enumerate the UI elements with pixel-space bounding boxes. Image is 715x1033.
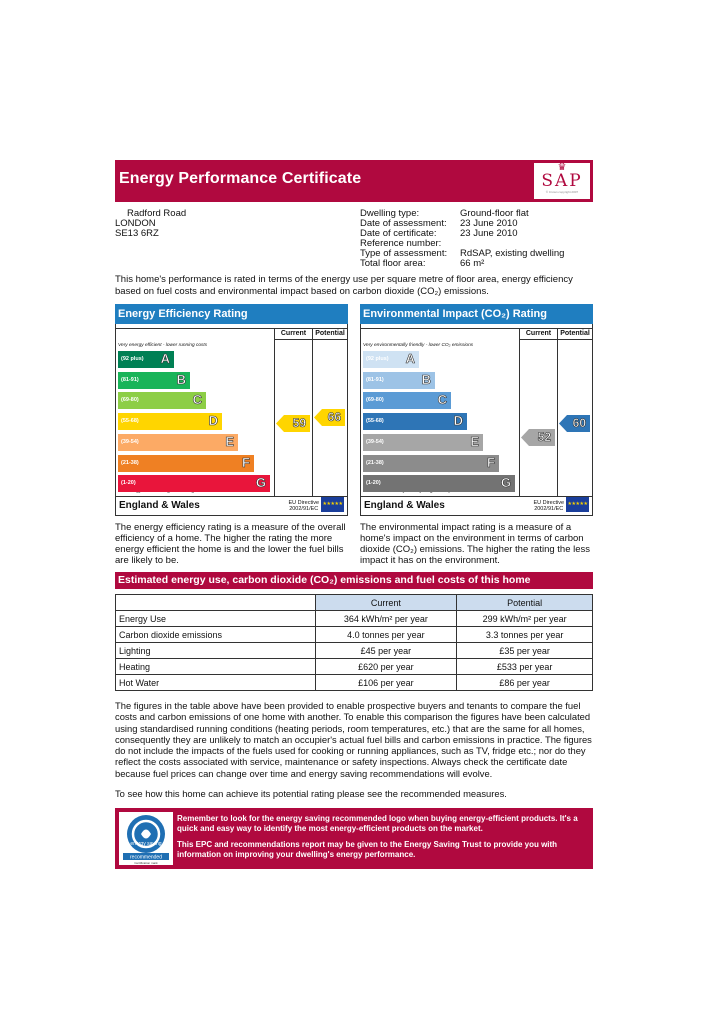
crown-icon: ♛: [557, 162, 567, 173]
environmental-impact-column-divider: [557, 328, 558, 496]
row-label: Hot Water: [116, 675, 316, 691]
figures-explanation: The figures in the table above have been provided to enable prospective buyers and tenants to compare the fuel costs and carbon emissions of one home with another. To enable this comparison the figures have been calculated using standardised running conditions (heating periods, room temperatures, etc.) that are the same for all homes, consequently they are unlikely to match an occupier's actual fuel bills and carbon emissions in practice. The figures do not include the impacts of the fuels used for cooking or running appliances, such as TV, fridge etc.; nor do they reflect the costs associated with service, maintenance or safety inspections. Always check the certificate date because fuel prices can change over time and energy saving recommendations will evolve.: [115, 700, 592, 779]
band-letter: E: [470, 433, 479, 449]
rating-explanations: [115, 522, 593, 564]
row-potential: £533 per year: [457, 659, 593, 675]
table-header-current: Current: [315, 595, 457, 611]
band-range: (92 plus): [121, 356, 144, 362]
table-row: [116, 675, 593, 691]
energy-efficiency-band-g: [118, 475, 270, 492]
energy-efficiency-header-divider: [116, 328, 347, 329]
table-header-row: [116, 595, 593, 611]
detail-value: 23 June 2010: [460, 228, 518, 239]
rating-value: 52: [537, 430, 551, 445]
band-letter: B: [176, 371, 186, 387]
energy-efficiency-top-note: Very energy efficient - lower running costs: [118, 343, 208, 348]
energy-efficiency-panel: [115, 304, 348, 516]
address-line-1: Radford Road: [127, 208, 187, 219]
row-potential: £86 per year: [457, 675, 593, 691]
row-label: Energy Use: [116, 611, 316, 627]
band-range: (69-80): [121, 397, 139, 404]
band-letter: E: [225, 433, 234, 449]
band-range: (55-68): [121, 418, 139, 425]
energy-efficiency-grid: [115, 324, 348, 516]
environmental-impact-band-a: [363, 351, 419, 368]
energy-efficiency-title: Energy Efficiency Rating: [115, 304, 348, 324]
detail-row: [360, 259, 564, 269]
band-range: (92 plus): [366, 356, 389, 362]
energy-saving-promo: [115, 808, 593, 869]
band-range: (81-91): [121, 376, 139, 383]
row-potential: 299 kWh/m² per year: [457, 611, 593, 627]
row-label: Lighting: [116, 643, 316, 659]
environmental-impact-region: England & Wales: [364, 500, 445, 511]
environmental-impact-band-b: [363, 372, 435, 389]
estimate-table: [115, 594, 593, 691]
table-row: [116, 627, 593, 643]
logo-text-recommended: recommended: [130, 854, 162, 861]
property-details: [360, 209, 564, 269]
environmental-impact-potential-arrow: [559, 415, 590, 432]
environmental-impact-footer-divider: [361, 496, 592, 497]
environmental-impact-band-d: [363, 413, 467, 430]
detail-value: 66 m²: [460, 258, 485, 269]
detail-label: Total floor area:: [360, 258, 426, 269]
environmental-impact-header-divider: [361, 328, 592, 329]
energy-efficiency-band-f: [118, 455, 254, 472]
detail-label: Date of certificate:: [360, 228, 437, 239]
sap-logo: [534, 163, 590, 199]
band-letter: B: [421, 371, 431, 387]
promo-text-1: Remember to look for the energy saving recommended logo when buying energy-efficient products. It's a quick and easy way to identify the most energy-efficient products on the market.: [177, 814, 578, 834]
logo-text-energy: energy saving: [130, 841, 162, 848]
environmental-impact-potential-header: Potential: [557, 328, 592, 340]
band-letter: C: [192, 392, 202, 408]
band-range: (69-80): [366, 397, 384, 404]
row-current: £106 per year: [315, 675, 457, 691]
detail-label: Dwelling type:: [360, 208, 420, 219]
energy-efficiency-eu-directive: EU Directive 2002/91/EC: [288, 500, 319, 512]
sap-logo-copyright: © Crown copyright 2007: [545, 190, 579, 194]
promo-text-2: This EPC and recommendations report may be given to the Energy Saving Trust to provide you with information on improving your dwelling's energy performance.: [177, 840, 558, 860]
row-current: £45 per year: [315, 643, 457, 659]
table-header-blank: [116, 595, 316, 611]
energy-efficiency-band-a: [118, 351, 174, 368]
logo-text-certification: Certification mark: [134, 861, 158, 866]
row-current: 364 kWh/m² per year: [315, 611, 457, 627]
energy-efficiency-potential-header: Potential: [312, 328, 347, 340]
energy-efficiency-potential-arrow: [314, 409, 345, 426]
band-letter: D: [208, 413, 218, 429]
band-range: (1-20): [366, 480, 381, 487]
environmental-impact-title: Environmental Impact (CO₂) Rating: [360, 304, 593, 324]
energy-efficiency-band-e: [118, 434, 238, 451]
environmental-impact-band-g: [363, 475, 515, 492]
table-row: [116, 643, 593, 659]
detail-value: Ground-floor flat: [460, 208, 529, 219]
detail-label: Reference number:: [360, 238, 442, 249]
epc-page: [115, 160, 593, 869]
band-letter: F: [487, 454, 495, 470]
environmental-impact-top-note: Very environmentally friendly - lower CO₂ emissions: [363, 343, 474, 348]
property-address: [115, 209, 186, 239]
environmental-impact-eu-directive: EU Directive 2002/91/EC: [533, 500, 564, 512]
rating-value: 66: [327, 409, 341, 424]
environmental-impact-explanation: The environmental impact rating is a measure of a home's impact on the environment in terms of carbon dioxide (CO₂) emissions. The higher the rating the less impact it has on the environment.: [360, 522, 591, 566]
table-row: [116, 659, 593, 675]
environmental-impact-current-header: Current: [519, 328, 557, 340]
rating-value: 59: [292, 416, 306, 431]
row-label: Carbon dioxide emissions: [116, 627, 316, 643]
band-range: (55-68): [366, 418, 384, 425]
row-current: 4.0 tonnes per year: [315, 627, 457, 643]
rating-value: 60: [572, 415, 586, 430]
band-letter: G: [255, 475, 266, 491]
recommended-measures-note: To see how this home can achieve its potential rating please see the recommended measures.: [115, 788, 507, 800]
environmental-impact-band-e: [363, 434, 483, 451]
energy-efficiency-current-header: Current: [274, 328, 312, 340]
row-label: Heating: [116, 659, 316, 675]
environmental-impact-grid: [360, 324, 593, 516]
address-line-2: LONDON: [115, 218, 156, 229]
detail-label: Date of assessment:: [360, 218, 447, 229]
band-range: (81-91): [366, 376, 384, 383]
certificate-header: [115, 160, 593, 202]
energy-efficiency-band-c: [118, 392, 206, 409]
detail-label: Type of assessment:: [360, 248, 448, 259]
address-line-3: SE13 6RZ: [115, 228, 159, 239]
certificate-title: Energy Performance Certificate: [119, 170, 362, 187]
band-letter: F: [242, 454, 250, 470]
band-letter: D: [453, 413, 463, 429]
environmental-impact-column-divider: [519, 328, 520, 496]
band-letter: A: [160, 351, 170, 366]
table-row: [116, 611, 593, 627]
environmental-impact-band-c: [363, 392, 451, 409]
energy-efficiency-column-divider: [274, 328, 275, 496]
intro-text: This home's performance is rated in terms of the energy use per square metre of floor area, energy efficiency based on fuel costs and environmental impact based on carbon dioxide (CO₂) emissions.: [115, 274, 573, 297]
energy-efficiency-band-b: [118, 372, 190, 389]
environmental-impact-panel: [360, 304, 593, 516]
band-letter: G: [500, 475, 511, 491]
band-letter: A: [405, 351, 415, 366]
rating-panels: [115, 304, 593, 516]
row-potential: 3.3 tonnes per year: [457, 627, 593, 643]
sap-logo-text: SAP: [541, 171, 583, 191]
eu-flag-icon: ★★★★★: [566, 497, 589, 512]
row-current: £620 per year: [315, 659, 457, 675]
band-range: (39-54): [366, 438, 384, 445]
energy-efficiency-band-d: [118, 413, 222, 430]
band-range: (1-20): [121, 480, 136, 487]
energy-efficiency-region: England & Wales: [119, 500, 200, 511]
estimate-title: Estimated energy use, carbon dioxide (CO₂) emissions and fuel costs of this home: [115, 572, 593, 589]
band-range: (39-54): [121, 438, 139, 445]
band-range: (21-38): [366, 459, 384, 466]
table-header-potential: Potential: [457, 595, 593, 611]
detail-value: 23 June 2010: [460, 218, 518, 229]
energy-efficiency-footer-divider: [116, 496, 347, 497]
band-range: (21-38): [121, 459, 139, 466]
property-info: [115, 206, 593, 272]
energy-efficiency-current-arrow: [276, 415, 310, 432]
energy-efficiency-column-divider: [312, 328, 313, 496]
band-letter: C: [437, 392, 447, 408]
environmental-impact-band-f: [363, 455, 499, 472]
row-potential: £35 per year: [457, 643, 593, 659]
energy-efficiency-explanation: The energy efficiency rating is a measure of the overall efficiency of a home. The higher the rating the more energy efficient the home is and the lower the fuel bills are likely to be.: [115, 522, 346, 566]
energy-saving-recommended-logo: [119, 812, 173, 865]
eu-flag-icon: ★★★★★: [321, 497, 344, 512]
environmental-impact-current-arrow: [521, 429, 555, 446]
detail-value: RdSAP, existing dwelling: [460, 248, 565, 259]
